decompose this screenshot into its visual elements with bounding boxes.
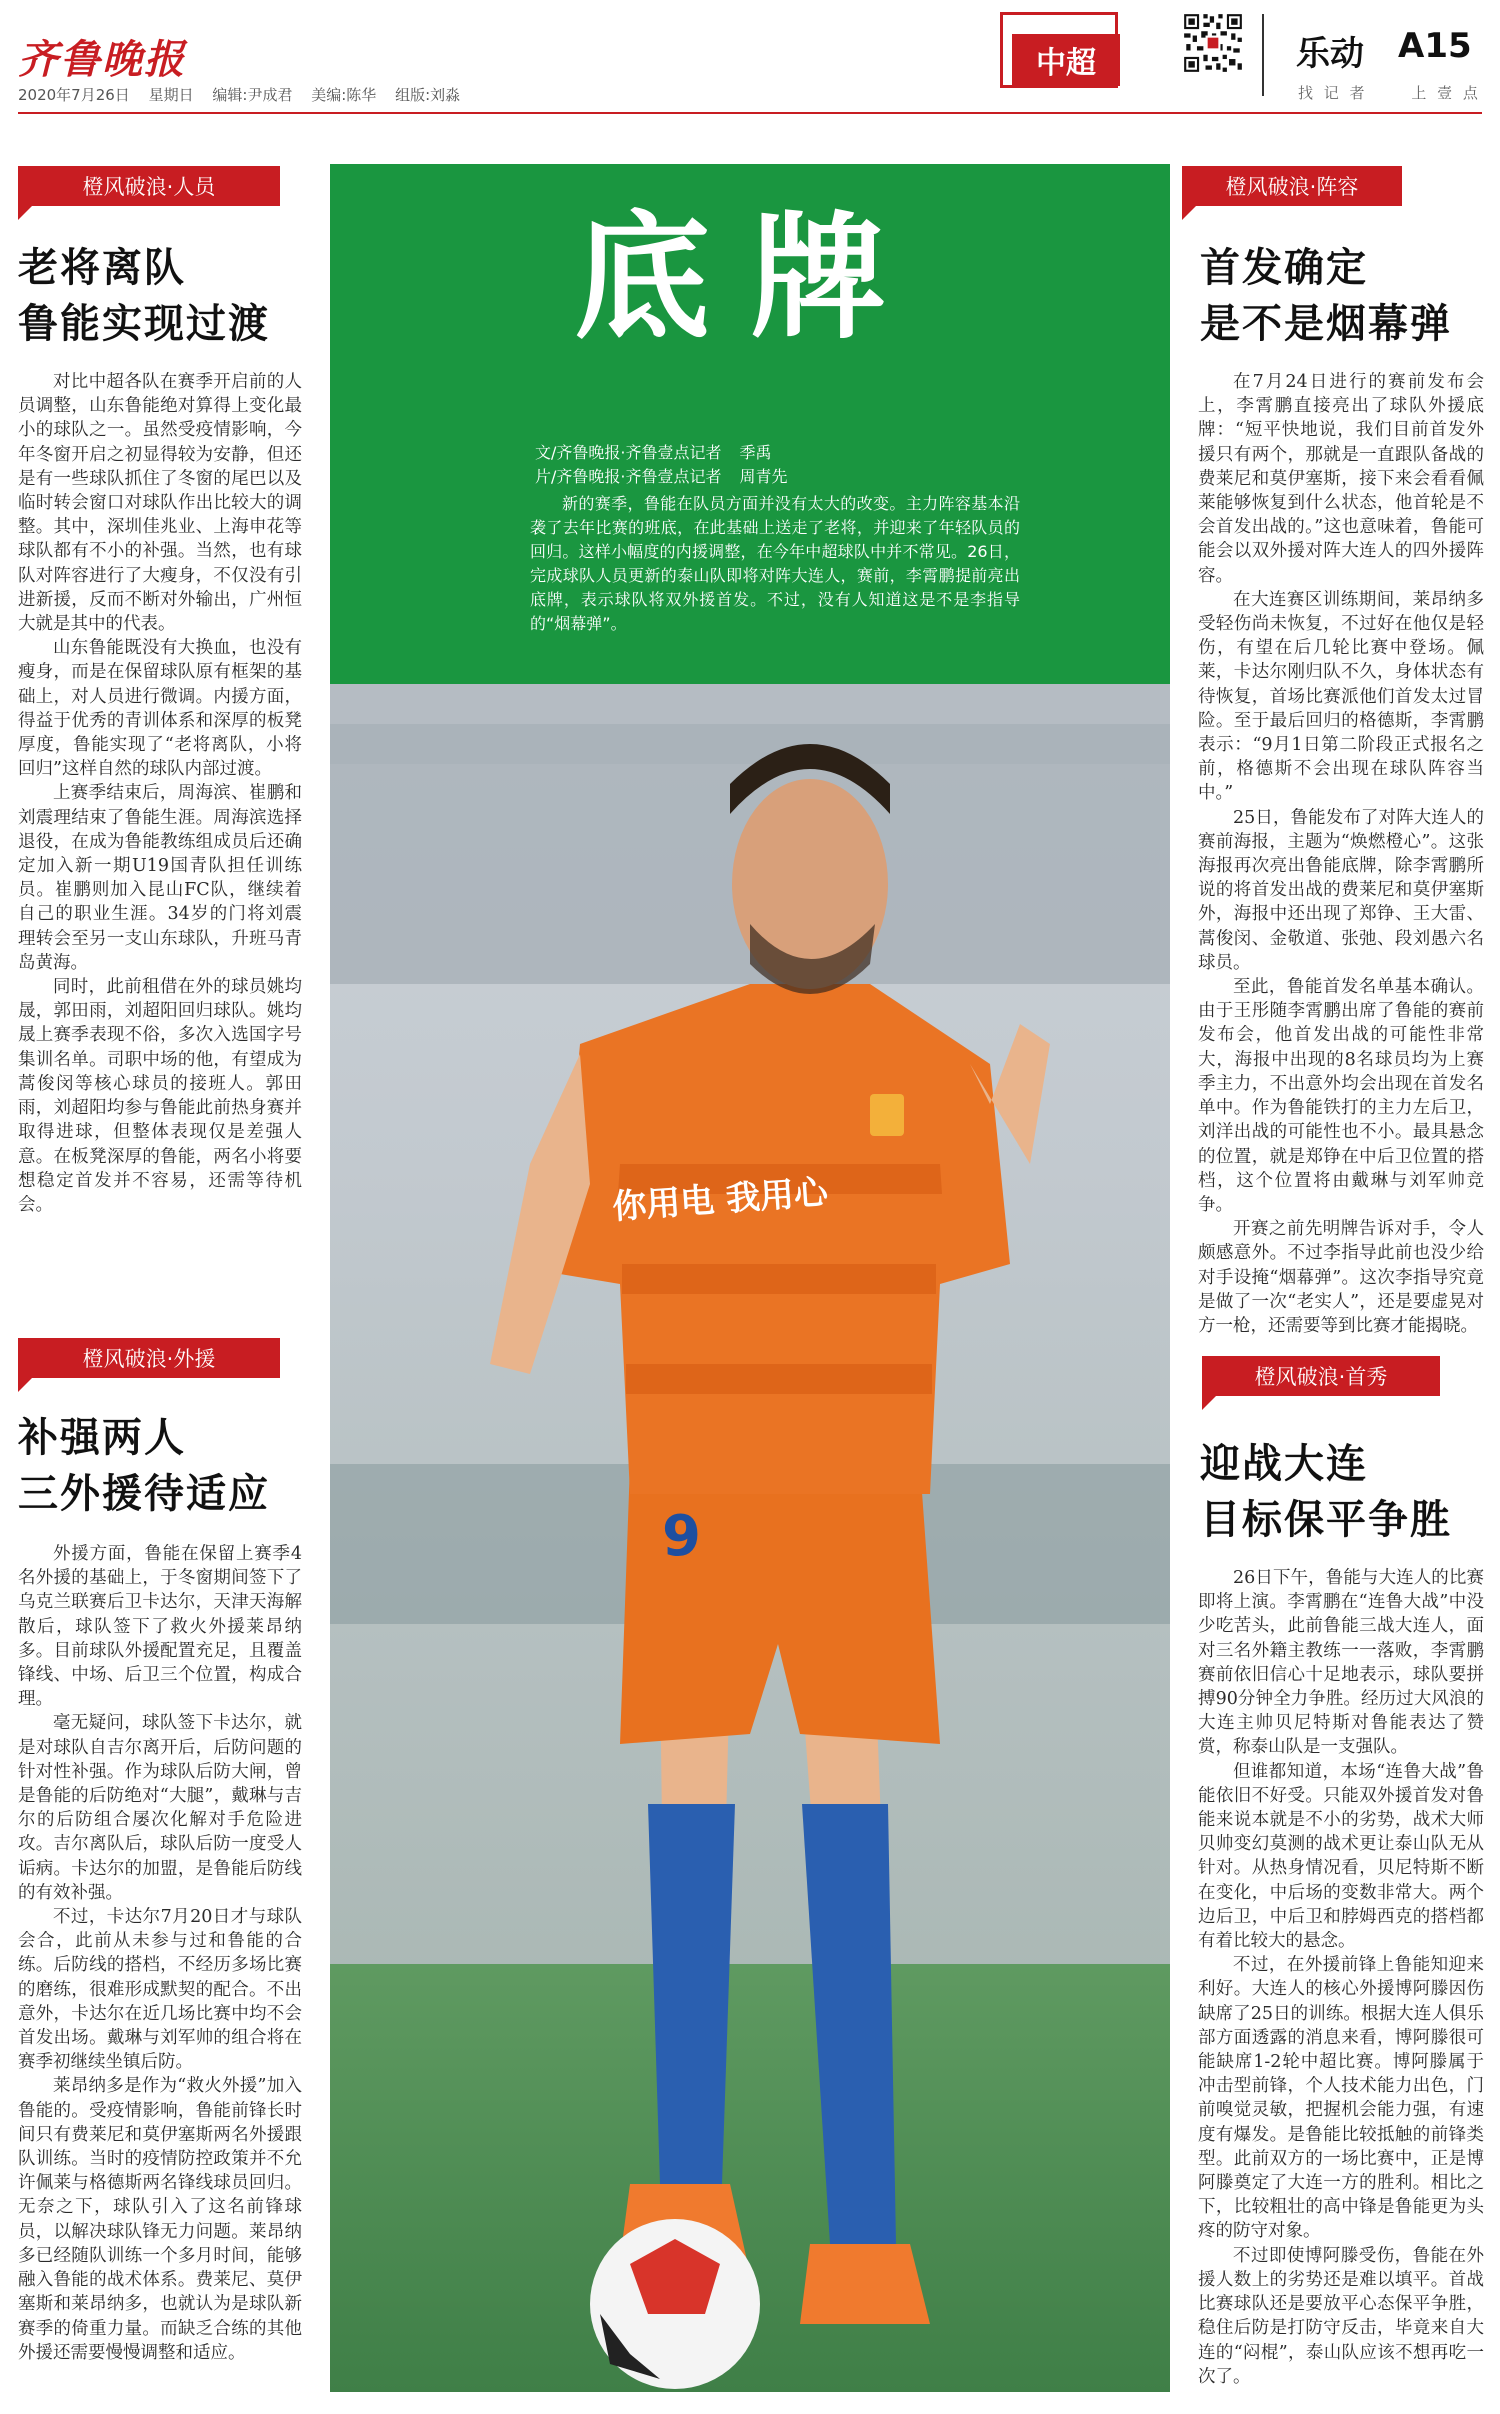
headline-line: 首发确定 [1200, 245, 1368, 291]
headline-personnel [18, 240, 308, 352]
paragraph: 但谁都知道，本场“连鲁大战”鲁能依旧不好受。只能双外援首发对鲁能来说本就是不小的劣势，战术大师贝帅变幻莫测的战术更让泰山队无从针对。从热身情况看，贝尼特斯不断在变化，中后场的变数非常大。两个边后卫，中后卫和脖姆西克的搭档都有着比较大的悬念。 [1198, 1761, 1484, 1952]
issue-date: 2020年7月26日 [18, 86, 130, 104]
shorts-number: 9 [662, 1504, 701, 1569]
byline-photographer [535, 464, 788, 487]
paragraph: 不过，卡达尔7月20日才与球队会合，此前从未参与过和鲁能的合练。后防线的搭档，不经历多场比赛的磨练，很难形成默契的配合。不出意外，卡达尔在近几场比赛中均不会首发出场。戴琳与刘军帅的组合将在赛季初继续坐镇后防。 [18, 1907, 302, 2073]
newspaper-logo: 齐鲁晚报 [18, 36, 186, 83]
headline-line: 迎战大连 [1200, 1441, 1368, 1487]
lead-paragraph: 新的赛季，鲁能在队员方面并没有太大的改变。主力阵容基本沿袭了去年比赛的班底，在此基础上送走了老将，并迎来了年轻队员的回归。这样小幅度的内援调整，在今年中超球队中并不常见。26日，完成球队人员更新的泰山队即将对阵大连人，赛前，李霄鹏提前亮出底牌，表示球队将双外援首发。不过，没有人知道这是不是李指导的“烟幕弹”。 [530, 494, 1020, 633]
kicker-tag-foreign: 橙风破浪·外援 [18, 1338, 280, 1378]
paragraph: 开赛之前先明牌告诉对手，令人颇感意外。不过李指导此前也没少给对手设掩“烟幕弹”。这次李指导究竟是做了一次“老实人”，还是要虚晃对方一枪，还需要等到比赛才能揭晓。 [1198, 1219, 1484, 1336]
headline-debut [1200, 1436, 1490, 1548]
headline-foreign [18, 1410, 308, 1522]
paragraph: 毫无疑问，球队签下卡达尔，就是对球队自吉尔离开后，后防问题的针对性补强。作为球队后防大闸，曾是鲁能的后防绝对“大腿”，戴琳与吉尔的后防组合屡次化解对手危险进攻。吉尔离队后，球队后防一度受人诟病。卡达尔的加盟，是鲁能后防线的有效补强。 [18, 1713, 302, 1903]
paragraph: 至此，鲁能首发名单基本确认。由于王彤随李霄鹏出席了鲁能的赛前发布会，他首发出战的可能性非常大，海报中出现的8名球员均为上赛季主力，不出意外均会出现在首发名单中。作为鲁能铁打的主力左后卫，刘洋出战的可能性也不小。最具悬念的位置，就是郑铮在中后卫位置的搭档，这个位置将由戴琳与刘军帅竞争。 [1198, 977, 1484, 1215]
byline-writer [535, 440, 772, 463]
page-number: A15 [1398, 26, 1472, 66]
reporter-label: 找 记 者 [1298, 84, 1365, 102]
headline-line: 三外援待适应 [18, 1471, 270, 1517]
article-lineup [1198, 370, 1484, 1336]
byline-name: 季禹 [739, 443, 772, 462]
headline-line: 鲁能实现过渡 [18, 301, 270, 347]
article-foreign [18, 1542, 302, 2392]
headline-line: 老将离队 [18, 245, 186, 291]
designer-credit: 美编:陈华 [311, 86, 377, 104]
headline-line: 是不是烟幕弹 [1200, 301, 1452, 347]
paragraph: 同时，此前租借在外的球员姚均晟，郭田雨，刘超阳回归球队。姚均晟上赛季表现不俗，多次入选国字号集训名单。司职中场的他，有望成为蒿俊闵等核心球员的接班人。郭田雨，刘超阳均参与鲁能此前热身赛并取得进球，但整体表现仅是差强人意。在板凳深厚的鲁能，两名小将要想稳定首发并不容易，还需等待机会。 [18, 977, 302, 1215]
reporter-app: 上 壹 点 [1411, 84, 1478, 102]
kicker-tag-tail [1182, 206, 1196, 220]
feature-lead [530, 492, 1020, 636]
paragraph: 在大连赛区训练期间，莱昂纳多受轻伤尚未恢复，不过好在他仅是轻伤，有望在后几轮比赛中登场。佩莱，卡达尔刚归队不久，身体状态有待恢复，首场比赛派他们首发太过冒险。至于最后回归的格德斯，李霄鹏表示：“9月1日第二阶段正式报名之前，格德斯不会出现在球队阵容当中。” [1198, 589, 1484, 804]
byline-name: 周青先 [739, 467, 788, 486]
headline-lineup [1200, 240, 1490, 352]
paragraph: 在7月24日进行的赛前发布会上，李霄鹏直接亮出了球队外援底牌：“短平快地说，我们目前首发外援只有两个，那就是一直跟队备战的费莱尼和莫伊塞斯，接下来会看看佩莱能够恢复到什么状态，他首轮是不会首发出战的。”这也意味着，鲁能可能会以双外援对阵大连人的四外援阵容。 [1198, 372, 1484, 586]
shirt-sponsor: 你用电 我用心 [611, 1172, 830, 1228]
headline-line: 目标保平争胜 [1200, 1497, 1452, 1543]
byline-label: 片/齐鲁晚报·齐鲁壹点记者 [535, 467, 722, 486]
kicker-tag-tail [18, 206, 32, 220]
proof-credit: 组版:刘淼 [395, 86, 461, 104]
byline-label: 文/齐鲁晚报·齐鲁壹点记者 [535, 443, 722, 462]
paragraph: 不过，在外援前锋上鲁能知迎来利好。大连人的核心外援博阿滕因伤缺席了25日的训练。根据大连人俱乐部方面透露的消息来看，博阿滕很可能缺席1-2轮中超比赛。博阿滕属于冲击型前锋，个人技术能力出色，门前嗅觉灵敏，把握机会能力强，有速度有爆发。是鲁能比较抵触的前锋类型。此前双方的一场比赛中，正是博阿滕奠定了大连一方的胜利。相比之下，比较粗壮的高中锋是鲁能更为头疼的防守对象。 [1198, 1955, 1484, 2242]
kicker-tag-lineup: 橙风破浪·阵容 [1182, 166, 1402, 206]
masthead-rule [18, 112, 1482, 114]
reporter-contact [1298, 82, 1478, 103]
paragraph: 26日下午，鲁能与大连人的比赛即将上演。李霄鹏在“连鲁大战”中没少吃苦头，此前鲁能三战大连人，面对三名外籍主教练一一落败，李霄鹏赛前依旧信心十足地表示，球队要拼搏90分钟全力争胜。经历过大风浪的大连主帅贝尼特斯对鲁能表达了赞赏，称泰山队是一支强队。 [1198, 1568, 1484, 1758]
feature-panel [330, 164, 1170, 2392]
issue-weekday: 星期日 [148, 86, 194, 104]
kicker-tag-tail [1202, 1396, 1216, 1410]
kicker-tag-tail [18, 1378, 32, 1392]
paragraph: 外援方面，鲁能在保留上赛季4名外援的基础上，于冬窗期间签下了乌克兰联赛后卫卡达尔，天津天海解散后，球队签下了救火外援莱昂纳多。目前球队外援配置充足，且覆盖锋线、中场、后卫三个位置，构成合理。 [18, 1544, 302, 1710]
section-label: 中超 [1012, 34, 1120, 86]
masthead-divider [1262, 14, 1264, 96]
kicker-tag-personnel: 橙风破浪·人员 [18, 166, 280, 206]
paragraph: 莱昂纳多是作为“救火外援”加入鲁能的。受疫情影响，鲁能前锋长时间只有费莱尼和莫伊塞斯两名外援跟队训练。当时的疫情防控政策并不允许佩莱与格德斯两名锋线球员回归。无奈之下，球队引入了这名前锋球员，以解决球队锋无力问题。莱昂纳多已经随队训练一个多月时间，能够融入鲁能的战术体系。费莱尼、莫伊塞斯和莱昂纳多，也就认为是球队新赛季的倚重力量。而缺乏合练的其他外援还需要慢慢调整和适应。 [18, 2076, 302, 2363]
paragraph: 山东鲁能既没有大换血，也没有瘦身，而是在保留球队原有框架的基础上，对人员进行微调。内援方面，得益于优秀的青训体系和深厚的板凳厚度，鲁能实现了“老将离队，小将回归”这样自然的球队内部过渡。 [18, 638, 302, 780]
paragraph: 对比中超各队在赛季开启前的人员调整，山东鲁能绝对算得上变化最小的球队之一。虽然受疫情影响，今年冬窗开启之初显得较为安静，但还是有一些球队抓住了冬窗的尾巴以及临时转会窗口对球队作出比较大的调整。其中，深圳佳兆业、上海申花等球队都有不小的补强。当然，也有球队对阵容进行了大瘦身，不仅没有引进新援，反而不断对外输出，广州恒大就是其中的代表。 [18, 372, 302, 635]
article-personnel [18, 370, 302, 1310]
qr-code-icon[interactable] [1182, 12, 1244, 74]
page-section-name: 乐动 [1296, 34, 1364, 74]
kicker-tag-debut: 橙风破浪·首秀 [1202, 1356, 1440, 1396]
headline-line: 补强两人 [18, 1415, 186, 1461]
feature-title: 底牌 [574, 200, 926, 358]
issue-meta [18, 84, 474, 105]
editor-credit: 编辑:尹成君 [212, 86, 293, 104]
paragraph: 上赛季结束后，周海滨、崔鹏和刘震理结束了鲁能生涯。周海滨选择退役，在成为鲁能教练组成员后还确定加入新一期U19国青队担任训练员。崔鹏则加入昆山FC队，继续着自己的职业生涯。34岁的门将刘震理转会至另一支山东球队，升班马青岛黄海。 [18, 783, 302, 973]
paragraph: 不过即使博阿滕受伤，鲁能在外援人数上的劣势还是难以填平。首战比赛球队还是要放平心态保平争胜，稳住后防是打防守反击，毕竟来自大连的“闷棍”，泰山队应该不想再吃一次了。 [1198, 2245, 1484, 2387]
article-debut [1198, 1566, 1484, 2392]
paragraph: 25日，鲁能发布了对阵大连人的赛前海报，主题为“焕燃橙心”。这张海报再次亮出鲁能底牌，除李霄鹏所说的将首发出战的费莱尼和莫伊塞斯外，海报中还出现了郑铮、王大雷、蒿俊闵、金敬道、张弛、段刘愚六名球员。 [1198, 807, 1484, 973]
